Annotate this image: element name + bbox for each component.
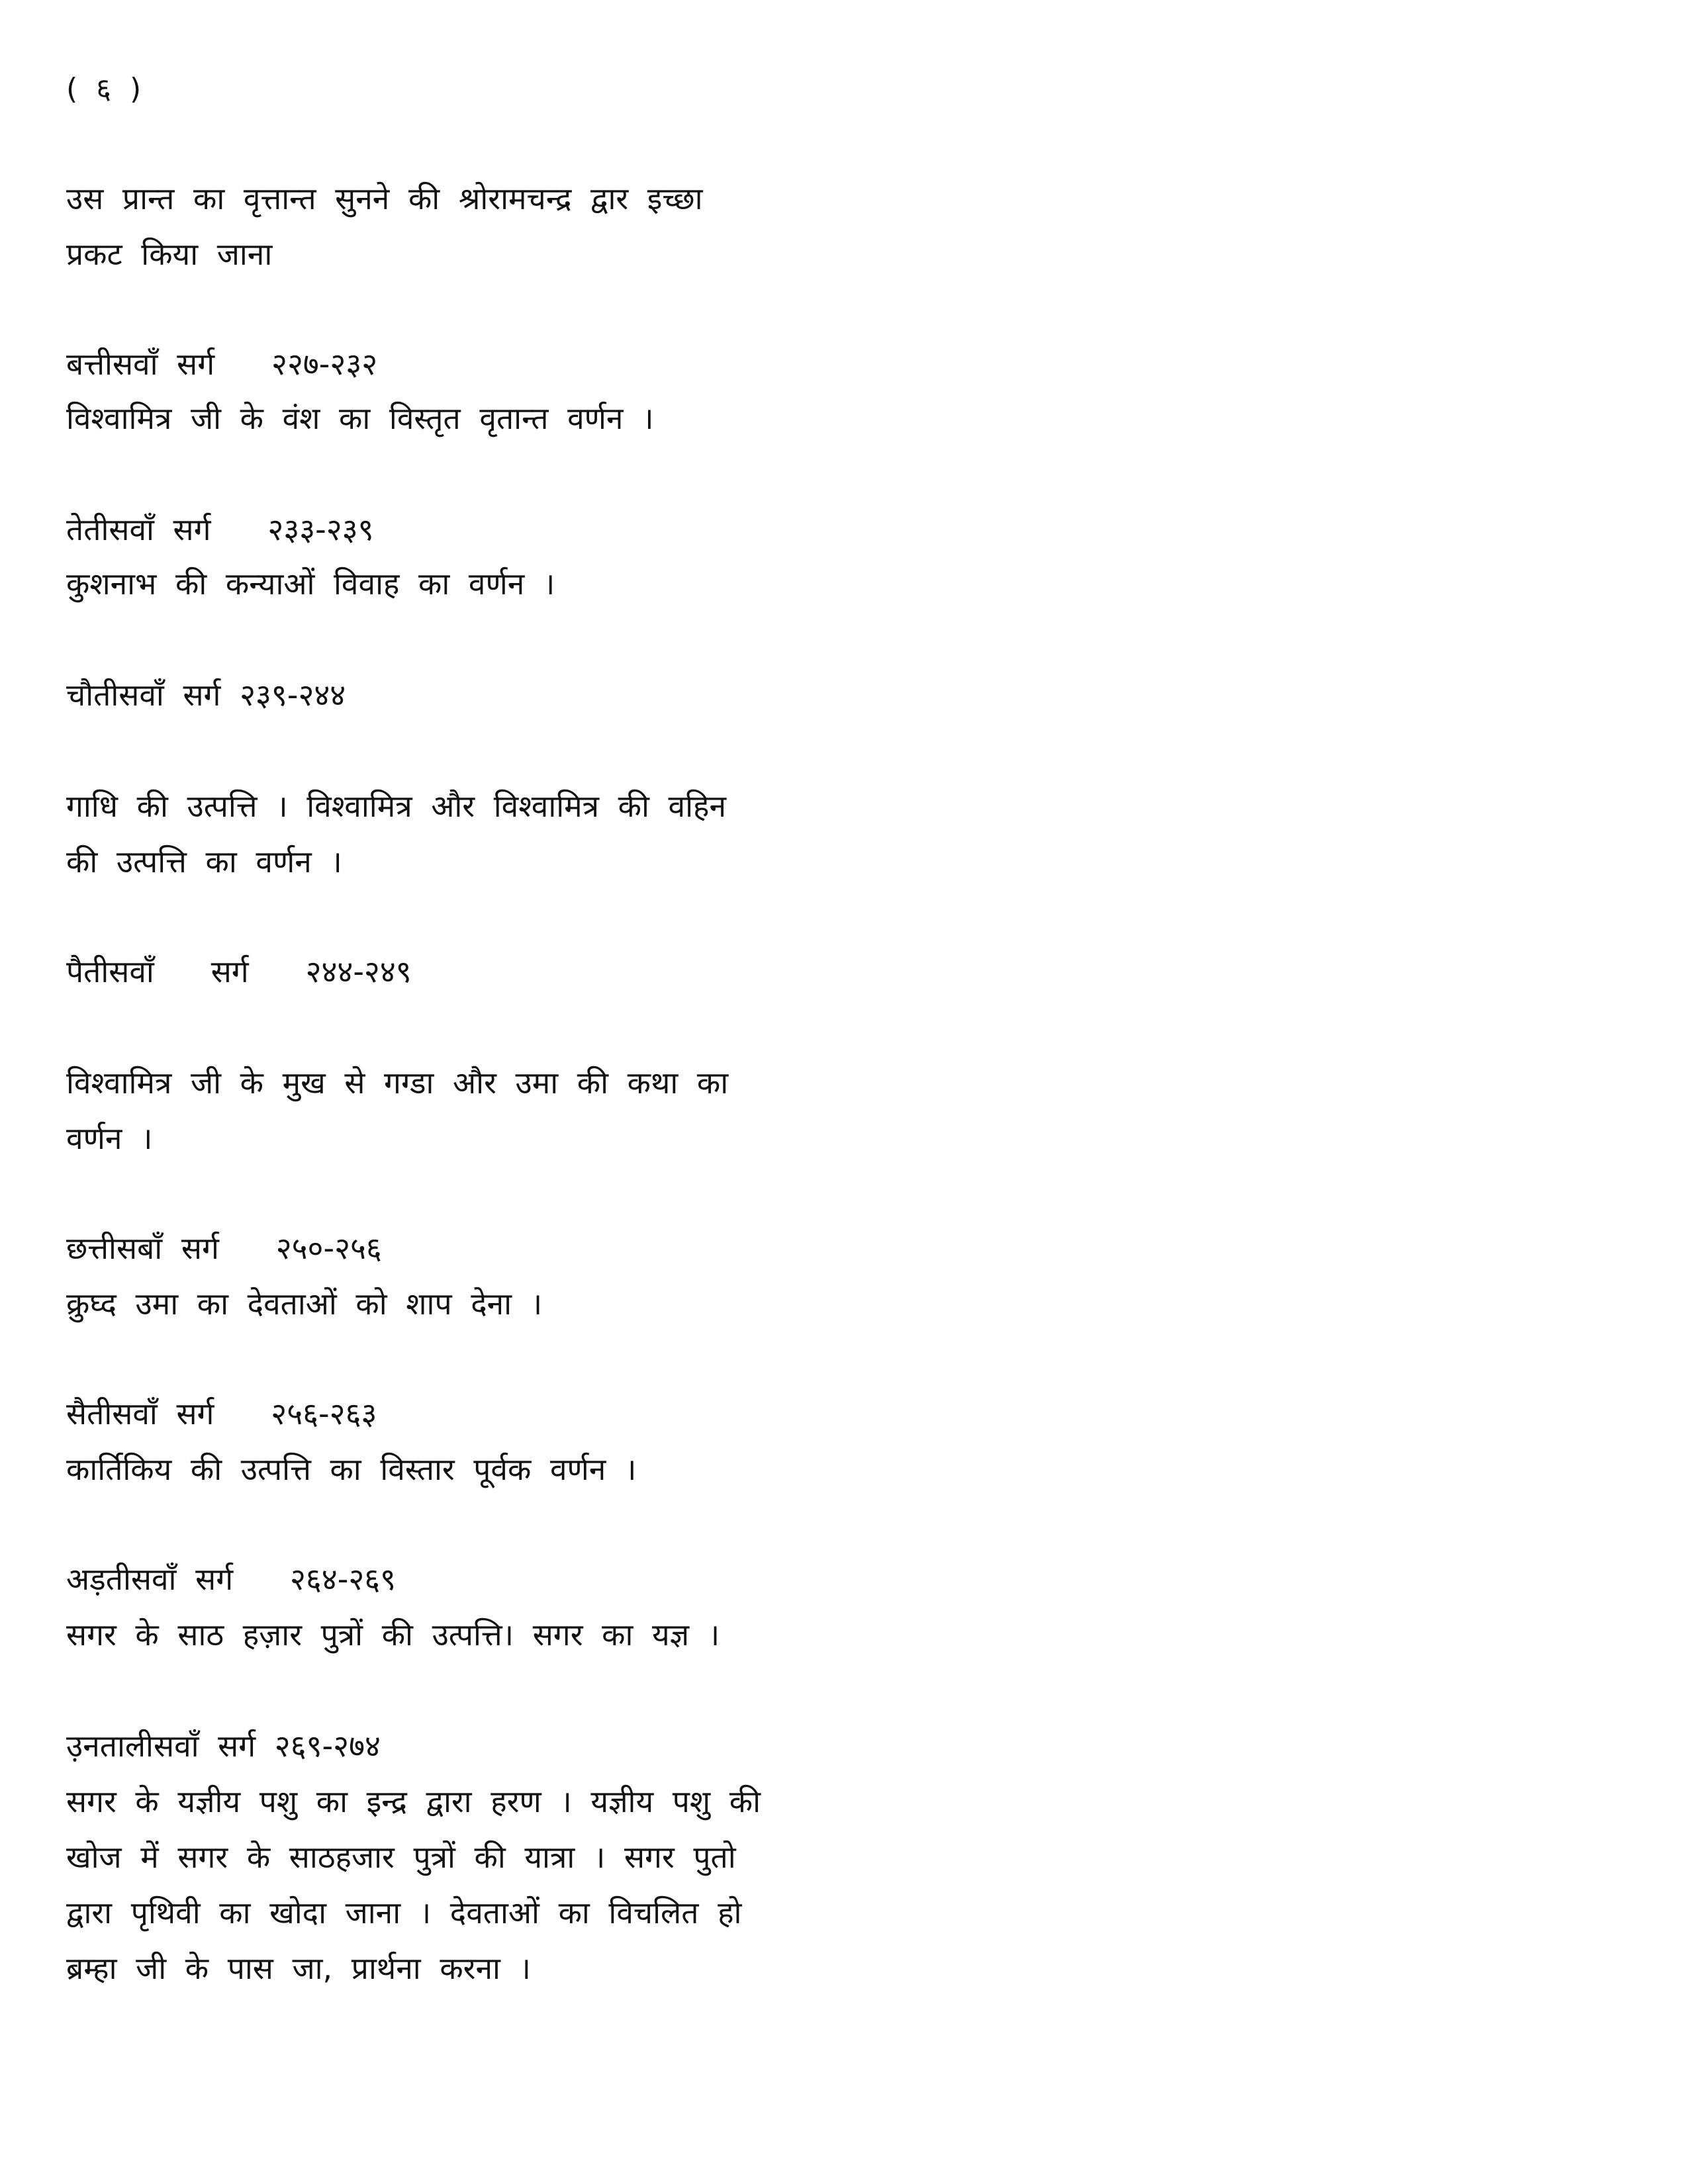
section-text: सगर के साठ हज़ार पुत्रों की उत्पत्ति। सगर का यज्ञ । bbox=[66, 1617, 720, 1653]
section-text: विश्वामित्र जी के वंश का विस्तृत वृतान्त वर्णन । bbox=[66, 400, 654, 436]
section-text: ब्रम्हा जी के पास जा, प्रार्थना करना । bbox=[66, 1950, 531, 1986]
section-text: गाधि की उत्पत्ति । विश्वामित्र और विश्वामित्र की वहिन bbox=[66, 788, 726, 824]
section-text: कार्तिकिय की उत्पत्ति का विस्तार पूर्वक वर्णन । bbox=[66, 1451, 637, 1487]
intro-line-1: उस प्रान्त का वृत्तान्त सुनने की श्रोरामचन्द्र द्वार इच्छा bbox=[66, 181, 703, 216]
section-heading: अड़तीसवाँ सर्ग २६४-२६९ bbox=[66, 1561, 397, 1597]
section-text: खोज में सगर के साठहजार पुत्रों की यात्रा । सगर पुतो bbox=[66, 1839, 736, 1875]
section-text: सगर के यज्ञीय पशु का इन्द्र द्वारा हरण । यज्ञीय पशु की bbox=[66, 1784, 761, 1819]
section-text: की उत्पत्ति का वर्णन । bbox=[66, 844, 342, 880]
section-text: क्रुघ्द उमा का देवताओं को शाप देना । bbox=[66, 1286, 543, 1322]
section-heading: तेतीसवाँ सर्ग २३३-२३९ bbox=[66, 512, 374, 547]
section-heading: पैतीसवाँ सर्ग २४४-२४९ bbox=[66, 954, 412, 989]
section-text: विश्वामित्र जी के मुख से गग्डा और उमा की कथा का bbox=[66, 1065, 729, 1101]
section-heading: बत्तीसवाँ सर्ग २२७-२३२ bbox=[66, 346, 378, 382]
section-heading: चौतीसवाँ सर्ग २३९-२४४ bbox=[66, 677, 346, 713]
section-text: द्वारा पृथिवी का खोदा जाना । देवताओं का विचलित हो bbox=[66, 1895, 742, 1931]
section-text: वर्णन । bbox=[66, 1120, 153, 1156]
section-heading: सैतीसवाँ सर्ग २५६-२६३ bbox=[66, 1396, 377, 1432]
section-heading: छत्तीसबाँ सर्ग २५०-२५६ bbox=[66, 1230, 382, 1266]
section-heading: उ़नतालीसवाँ सर्ग २६९-२७४ bbox=[66, 1728, 381, 1764]
page-number: ( ६ ) bbox=[66, 72, 142, 106]
intro-line-2: प्रकट किया जाना bbox=[66, 236, 273, 272]
section-text: कुशनाभ की कन्याओं विवाह का वर्णन । bbox=[66, 566, 555, 602]
